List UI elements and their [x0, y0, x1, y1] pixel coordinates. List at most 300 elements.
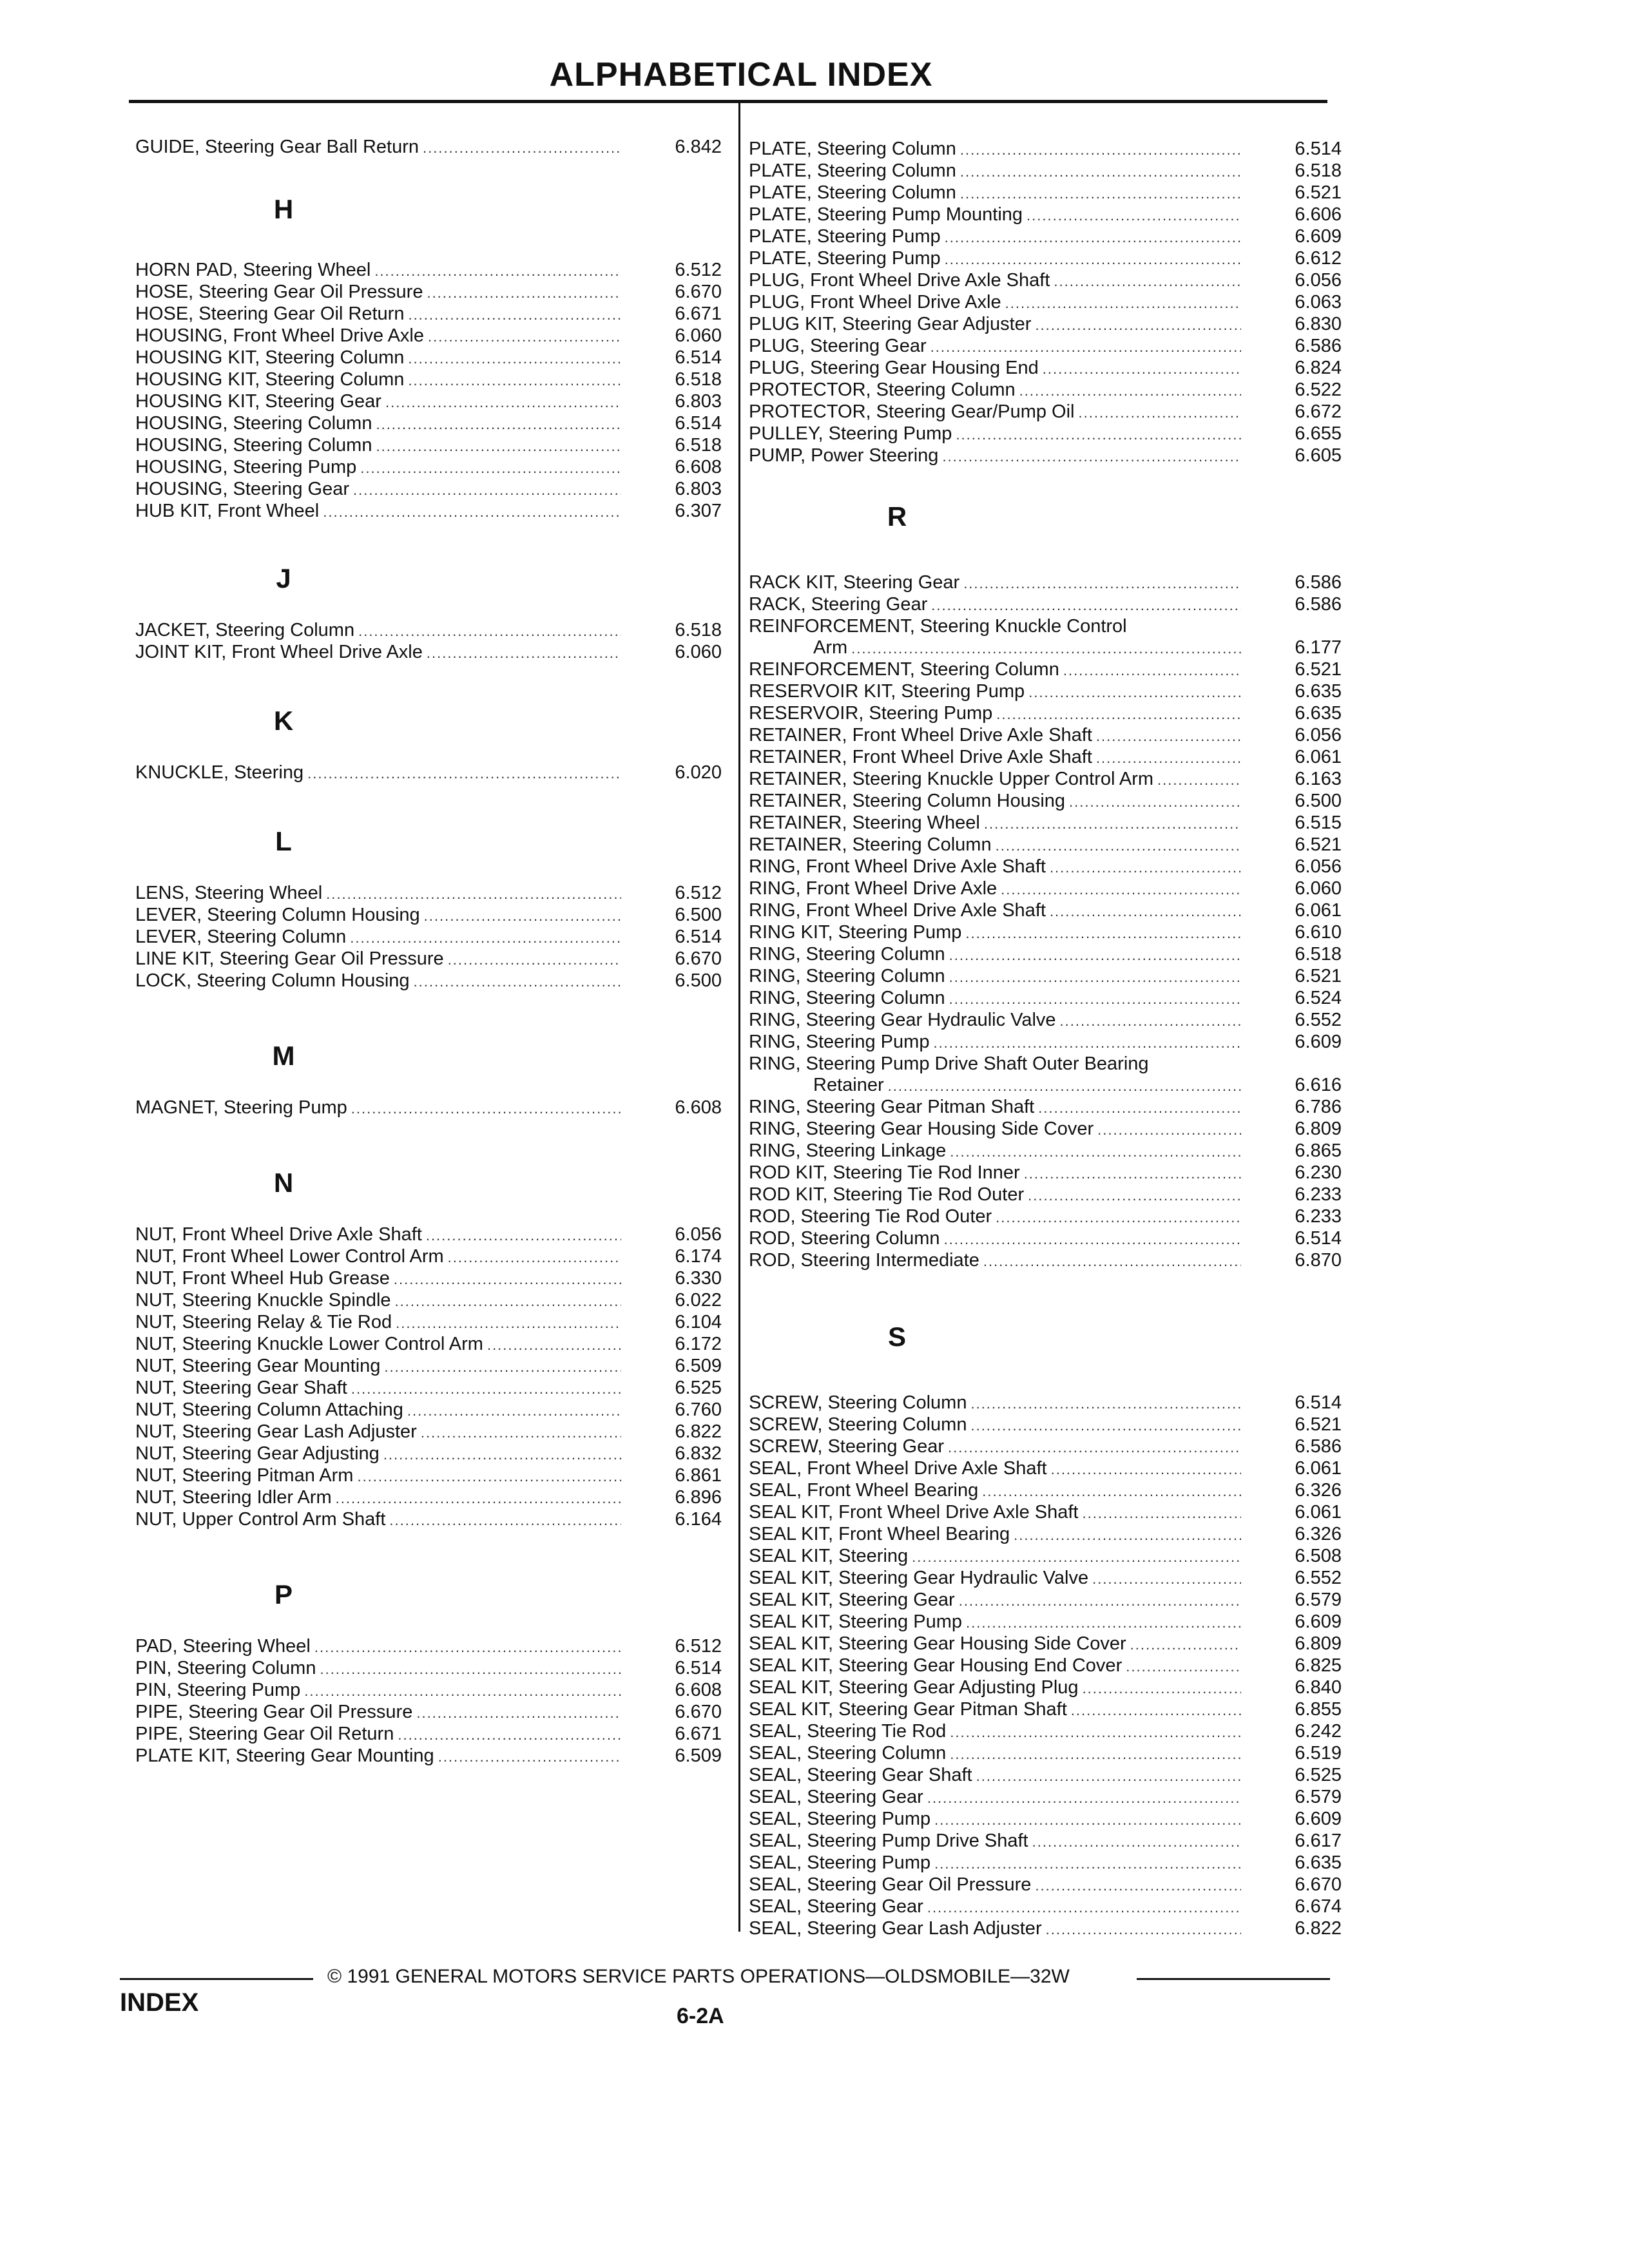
- entry-name: SEAL, Steering Pump Drive Shaft: [749, 1831, 1028, 1851]
- index-entry: [749, 1097, 1342, 1119]
- index-entry: [749, 1721, 1342, 1743]
- leader-dots: [949, 966, 1241, 988]
- index-entry: [749, 1918, 1342, 1940]
- index-entry: [749, 1228, 1342, 1250]
- entry-name: NUT, Front Wheel Lower Control Arm: [135, 1246, 444, 1267]
- leader-dots: [930, 336, 1241, 358]
- leader-dots: [970, 1415, 1241, 1436]
- index-entry: [749, 292, 1342, 314]
- index-entry: [749, 270, 1342, 292]
- entry-page: 6.840: [1295, 1677, 1342, 1698]
- entry-page: 6.514: [675, 347, 722, 368]
- entry-page: 6.605: [1295, 445, 1342, 466]
- entry-name: PLATE, Steering Pump: [749, 226, 941, 247]
- entry-page: 6.832: [675, 1443, 722, 1464]
- entry-page: 6.670: [675, 282, 722, 302]
- leader-dots: [970, 1393, 1241, 1414]
- entry-page: 6.063: [1295, 292, 1342, 312]
- entry-page: 6.521: [1295, 182, 1342, 203]
- entry-name: PIPE, Steering Gear Oil Return: [135, 1724, 394, 1744]
- entry-name: RING, Steering Gear Housing Side Cover: [749, 1119, 1094, 1139]
- entry-name: ROD, Steering Tie Rod Outer: [749, 1206, 992, 1227]
- entry-name: NUT, Steering Knuckle Lower Control Arm: [135, 1334, 483, 1354]
- entry-page: 6.500: [1295, 791, 1342, 811]
- entry-page: 6.803: [675, 479, 722, 499]
- index-entry: [135, 970, 722, 992]
- entry-name: SCREW, Steering Gear: [749, 1436, 944, 1457]
- index-entry: [135, 1702, 722, 1724]
- leader-dots: [945, 227, 1241, 248]
- entry-page: 6.525: [1295, 1765, 1342, 1785]
- entry-name: SEAL KIT, Steering Gear Housing Side Cover: [749, 1633, 1126, 1654]
- index-entry: [749, 1590, 1342, 1611]
- index-entry: [135, 303, 722, 325]
- entry-name: RETAINER, Steering Column: [749, 834, 992, 855]
- index-entry: [749, 1699, 1342, 1721]
- leader-dots: [1050, 901, 1241, 922]
- entry-page: 6.830: [1295, 314, 1342, 334]
- entry-name: PLATE, Steering Pump: [749, 248, 941, 269]
- entry-page: 6.609: [1295, 226, 1342, 247]
- entry-page: 6.655: [1295, 423, 1342, 444]
- index-entry: [135, 1745, 722, 1767]
- entry-name: SEAL, Steering Gear Oil Pressure: [749, 1874, 1032, 1895]
- index-entry: [749, 812, 1342, 834]
- leader-dots: [408, 370, 621, 391]
- leader-dots: [1079, 402, 1241, 423]
- entry-name: SEAL KIT, Front Wheel Bearing: [749, 1524, 1010, 1544]
- entry-name: PUMP, Power Steering: [749, 445, 939, 466]
- leader-dots: [934, 1809, 1241, 1831]
- leader-dots: [934, 1853, 1241, 1874]
- index-entry: [749, 834, 1342, 856]
- entry-page: 6.508: [1295, 1546, 1342, 1566]
- leader-dots: [966, 1612, 1241, 1633]
- entry-name: MAGNET, Steering Pump: [135, 1097, 347, 1118]
- section-letter: M: [272, 1041, 295, 1071]
- index-entry: [749, 1611, 1342, 1633]
- entry-name: GUIDE, Steering Gear Ball Return: [135, 137, 419, 157]
- leader-dots: [383, 1444, 621, 1465]
- entry-name: RING, Steering Column: [749, 988, 945, 1008]
- entry-name: PIN, Steering Pump: [135, 1680, 301, 1700]
- entry-name: HOUSING, Steering Gear: [135, 479, 349, 499]
- entry-name: PLUG, Front Wheel Drive Axle: [749, 292, 1001, 312]
- index-entry: [749, 1480, 1342, 1502]
- entry-page: 6.586: [1295, 336, 1342, 356]
- index-entry: [135, 905, 722, 927]
- section-letter: R: [887, 501, 907, 532]
- entry-name: HOUSING, Steering Pump: [135, 457, 357, 477]
- entry-name: HOUSING KIT, Steering Column: [135, 369, 405, 390]
- entry-page: 6.512: [675, 1636, 722, 1657]
- entry-page: 6.608: [675, 1097, 722, 1118]
- entry-name: RING KIT, Steering Pump: [749, 922, 962, 943]
- entry-name: HOSE, Steering Gear Oil Pressure: [135, 282, 423, 302]
- entry-page: 6.514: [675, 413, 722, 434]
- leader-dots: [927, 1897, 1241, 1918]
- section-letter: K: [273, 706, 294, 736]
- index-entry: [135, 1658, 722, 1680]
- leader-dots: [1050, 857, 1241, 878]
- leader-dots: [996, 704, 1241, 725]
- leader-dots: [1001, 879, 1241, 900]
- leader-dots: [414, 971, 621, 992]
- leader-dots: [427, 282, 621, 303]
- entry-name: HOSE, Steering Gear Oil Return: [135, 303, 405, 324]
- leader-dots: [426, 1225, 621, 1246]
- entry-page: 6.606: [1295, 204, 1342, 225]
- index-entry: [749, 1743, 1342, 1765]
- index-entry: [749, 900, 1342, 922]
- leader-dots: [320, 1658, 621, 1680]
- index-entry: [749, 572, 1342, 594]
- entry-name: SCREW, Steering Column: [749, 1392, 967, 1413]
- entry-name: HOUSING KIT, Steering Column: [135, 347, 405, 368]
- index-entry: [749, 1140, 1342, 1162]
- entry-page: 6.586: [1295, 572, 1342, 593]
- index-entry: [135, 325, 722, 347]
- section-letter: J: [276, 563, 291, 593]
- leader-dots: [1126, 1656, 1241, 1677]
- index-entry: [749, 988, 1342, 1010]
- leader-dots: [353, 479, 621, 501]
- entry-page: 6.509: [675, 1356, 722, 1376]
- entry-name: LENS, Steering Wheel: [135, 883, 323, 903]
- entry-page: 6.230: [1295, 1162, 1342, 1183]
- leader-dots: [395, 1291, 621, 1312]
- entry-page: 6.670: [1295, 1874, 1342, 1895]
- entry-name: JACKET, Steering Column: [135, 620, 355, 640]
- index-entry: [749, 1032, 1342, 1053]
- entry-name: PLUG, Steering Gear Housing End: [749, 358, 1039, 378]
- leader-dots: [931, 595, 1241, 616]
- leader-dots: [949, 988, 1241, 1010]
- entry-name: REINFORCEMENT, Steering Column: [749, 659, 1059, 680]
- entry-name: PLATE KIT, Steering Gear Mounting: [135, 1745, 434, 1766]
- index-entry: [135, 137, 722, 159]
- entry-page: 6.579: [1295, 1787, 1342, 1807]
- leader-dots: [927, 1787, 1241, 1809]
- index-column-right: [749, 139, 1342, 1940]
- leader-dots: [358, 620, 621, 642]
- entry-page: 6.163: [1295, 769, 1342, 789]
- leader-dots: [398, 1724, 621, 1745]
- entry-name: RACK, Steering Gear: [749, 594, 928, 615]
- index-entry: [749, 1458, 1342, 1480]
- leader-dots: [1069, 791, 1241, 812]
- index-entry: [749, 922, 1342, 944]
- entry-name: SEAL, Steering Pump: [749, 1809, 931, 1829]
- entry-page: 6.060: [675, 642, 722, 662]
- leader-dots: [959, 1590, 1241, 1611]
- index-entry: [135, 948, 722, 970]
- entry-page: 6.760: [675, 1399, 722, 1420]
- index-entry: [135, 1465, 722, 1487]
- index-entry: [749, 637, 1342, 659]
- entry-page: 6.635: [1295, 681, 1342, 702]
- index-entry: [749, 1546, 1342, 1568]
- entry-name: SEAL, Front Wheel Drive Axle Shaft: [749, 1458, 1047, 1479]
- entry-name: NUT, Steering Knuckle Spindle: [135, 1290, 391, 1311]
- index-entry: [749, 226, 1342, 248]
- index-entry: [135, 927, 722, 948]
- index-entry: [749, 725, 1342, 747]
- entry-name: SEAL, Steering Gear: [749, 1787, 923, 1807]
- index-entry: [135, 762, 722, 784]
- index-entry: [749, 1436, 1342, 1458]
- entry-name: LOCK, Steering Column Housing: [135, 970, 410, 991]
- entry-page: 6.512: [675, 260, 722, 280]
- entry-name: SEAL KIT, Steering Gear Adjusting Plug: [749, 1677, 1079, 1698]
- leader-dots: [416, 1702, 621, 1724]
- entry-name: NUT, Steering Gear Mounting: [135, 1356, 381, 1376]
- leader-dots: [351, 1378, 621, 1399]
- leader-dots: [1028, 682, 1241, 703]
- index-entry: [749, 1677, 1342, 1699]
- leader-dots: [1014, 1524, 1241, 1546]
- entry-name: RING, Steering Gear Pitman Shaft: [749, 1097, 1035, 1117]
- leader-dots: [948, 1437, 1241, 1458]
- entry-name: JOINT KIT, Front Wheel Drive Axle: [135, 642, 423, 662]
- entry-name: NUT, Steering Gear Shaft: [135, 1378, 347, 1398]
- entry-page: 6.803: [675, 391, 722, 412]
- entry-page: 6.825: [1295, 1655, 1342, 1676]
- index-entry: [135, 883, 722, 905]
- leader-dots: [448, 1247, 621, 1268]
- entry-name: PLUG KIT, Steering Gear Adjuster: [749, 314, 1032, 334]
- leader-dots: [851, 638, 1241, 659]
- index-entry: [749, 1765, 1342, 1787]
- entry-page: 6.518: [1295, 944, 1342, 965]
- entry-name: KNUCKLE, Steering: [135, 762, 304, 783]
- leader-dots: [1083, 1678, 1241, 1699]
- entry-name: Arm: [813, 637, 848, 658]
- entry-page: 6.670: [675, 1702, 722, 1722]
- entry-name: PROTECTOR, Steering Column: [749, 380, 1016, 400]
- entry-page: 6.579: [1295, 1590, 1342, 1610]
- section-letter: H: [273, 194, 294, 224]
- entry-page: 6.242: [1295, 1721, 1342, 1742]
- leader-dots: [996, 835, 1241, 856]
- index-entry: [135, 1509, 722, 1531]
- index-entry: [135, 391, 722, 413]
- leader-dots: [389, 1510, 621, 1531]
- index-column-left: [135, 137, 722, 1767]
- leader-dots: [1043, 358, 1241, 380]
- entry-name: PLUG, Steering Gear: [749, 336, 927, 356]
- index-entry: [749, 1075, 1342, 1097]
- leader-dots: [960, 183, 1241, 204]
- entry-page: 6.524: [1295, 988, 1342, 1008]
- leader-dots: [1054, 271, 1241, 292]
- leader-dots: [912, 1546, 1241, 1568]
- index-entry: [749, 1010, 1342, 1032]
- entry-name: PIPE, Steering Gear Oil Pressure: [135, 1702, 413, 1722]
- entry-name: ROD, Steering Column: [749, 1228, 940, 1249]
- leader-dots: [950, 1141, 1241, 1162]
- entry-page: 6.307: [675, 501, 722, 521]
- index-entry: [135, 1334, 722, 1356]
- entry-page: 6.061: [1295, 747, 1342, 767]
- entry-name: SEAL KIT, Front Wheel Drive Axle Shaft: [749, 1502, 1079, 1523]
- entry-name: RING, Steering Pump: [749, 1032, 930, 1052]
- section-letter: N: [273, 1168, 294, 1198]
- entry-name: PULLEY, Steering Pump: [749, 423, 952, 444]
- index-entry: [135, 479, 722, 501]
- entry-page: 6.824: [1295, 358, 1342, 378]
- leader-dots: [376, 414, 621, 435]
- entry-name: NUT, Upper Control Arm Shaft: [135, 1509, 386, 1530]
- index-entry: [749, 1206, 1342, 1228]
- entry-page: 6.056: [1295, 270, 1342, 291]
- index-entry: [135, 1399, 722, 1421]
- leader-dots: [374, 260, 621, 282]
- index-entry: [749, 703, 1342, 725]
- leader-dots: [1060, 1010, 1241, 1032]
- entry-page: 6.552: [1295, 1568, 1342, 1588]
- entry-name: RING, Steering Linkage: [749, 1140, 947, 1161]
- index-entry: [749, 204, 1342, 226]
- index-entry: [749, 769, 1342, 791]
- entry-name: RING, Steering Column: [749, 966, 945, 986]
- index-entry: [749, 182, 1342, 204]
- entry-page: 6.855: [1295, 1699, 1342, 1720]
- entry-name: HOUSING, Steering Column: [135, 413, 372, 434]
- leader-dots: [950, 1744, 1241, 1765]
- section-letter: L: [275, 826, 292, 856]
- entry-name: NUT, Steering Pitman Arm: [135, 1465, 354, 1486]
- entry-name: NUT, Steering Gear Lash Adjuster: [135, 1421, 417, 1442]
- entry-name: SEAL, Steering Gear Lash Adjuster: [749, 1918, 1042, 1939]
- entry-page: 6.514: [1295, 1228, 1342, 1249]
- entry-page: 6.518: [675, 369, 722, 390]
- entry-page: 6.522: [1295, 380, 1342, 400]
- entry-name: PLATE, Steering Column: [749, 182, 956, 203]
- index-entry: [749, 1809, 1342, 1831]
- entry-name: PLATE, Steering Column: [749, 139, 956, 159]
- entry-page: 6.521: [1295, 659, 1342, 680]
- leader-dots: [1071, 1700, 1241, 1721]
- entry-page: 6.060: [1295, 878, 1342, 899]
- entry-page: 6.842: [675, 137, 722, 157]
- entry-name: RING, Front Wheel Drive Axle Shaft: [749, 856, 1046, 877]
- leader-dots: [956, 424, 1241, 445]
- entry-name: LINE KIT, Steering Gear Oil Pressure: [135, 948, 444, 969]
- index-entry: [135, 413, 722, 435]
- index-entry: [135, 347, 722, 369]
- entry-page: 6.870: [1295, 1250, 1342, 1271]
- entry-name: LEVER, Steering Column Housing: [135, 905, 420, 925]
- leader-dots: [950, 1722, 1241, 1743]
- index-entry: [135, 620, 722, 642]
- leader-dots: [1096, 726, 1241, 747]
- entry-name: NUT, Steering Column Attaching: [135, 1399, 403, 1420]
- page-number: 6-2A: [677, 2004, 724, 2028]
- index-entry: [749, 1502, 1342, 1524]
- leader-dots: [323, 501, 621, 523]
- entry-name: HOUSING, Front Wheel Drive Axle: [135, 325, 424, 346]
- index-entry: [749, 401, 1342, 423]
- leader-dots: [376, 436, 621, 457]
- entry-page: 6.177: [1295, 637, 1342, 658]
- index-entry: [135, 457, 722, 479]
- leader-dots: [1005, 293, 1241, 314]
- entry-page: 6.674: [1295, 1896, 1342, 1917]
- index-entry: [749, 1119, 1342, 1140]
- index-entry: [749, 594, 1342, 616]
- leader-dots: [1092, 1568, 1241, 1590]
- entry-page: 6.326: [1295, 1480, 1342, 1501]
- entry-name: PAD, Steering Wheel: [135, 1636, 311, 1657]
- leader-dots: [1051, 1459, 1241, 1480]
- leader-dots: [933, 1032, 1241, 1053]
- entry-page: 6.612: [1295, 248, 1342, 269]
- entry-name: HOUSING KIT, Steering Gear: [135, 391, 381, 412]
- entry-name: SEAL KIT, Steering Gear Housing End Cover: [749, 1655, 1123, 1676]
- entry-page: 6.635: [1295, 703, 1342, 724]
- index-entry: [749, 747, 1342, 769]
- index-entry: [135, 1378, 722, 1399]
- index-entry: [749, 1874, 1342, 1896]
- entry-name: RACK KIT, Steering Gear: [749, 572, 960, 593]
- entry-page: 6.056: [1295, 856, 1342, 877]
- index-entry: [135, 435, 722, 457]
- index-entry: [749, 856, 1342, 878]
- leader-dots: [960, 139, 1241, 160]
- leader-dots: [1038, 1097, 1241, 1119]
- index-entry: [749, 681, 1342, 703]
- leader-dots: [307, 763, 621, 784]
- entry-page: 6.609: [1295, 1032, 1342, 1052]
- index-entry: [749, 1414, 1342, 1436]
- leader-dots: [396, 1312, 621, 1334]
- entry-name: SEAL, Front Wheel Bearing: [749, 1480, 979, 1501]
- entry-page: 6.056: [1295, 725, 1342, 745]
- index-entry: [749, 878, 1342, 900]
- entry-name: PLATE, Steering Pump Mounting: [749, 204, 1023, 225]
- index-entry: [135, 1443, 722, 1465]
- index-entry: [749, 1162, 1342, 1184]
- entry-page: 6.233: [1295, 1184, 1342, 1205]
- entry-page: 6.512: [675, 883, 722, 903]
- index-entry: [749, 336, 1342, 358]
- index-entry: [749, 1787, 1342, 1809]
- entry-page: 6.586: [1295, 1436, 1342, 1457]
- entry-name: SEAL KIT, Steering Gear: [749, 1590, 955, 1610]
- entry-name: RETAINER, Front Wheel Drive Axle Shaft: [749, 725, 1092, 745]
- index-entry: [749, 1896, 1342, 1918]
- leader-dots: [408, 304, 621, 325]
- leader-dots: [421, 1422, 621, 1443]
- leader-dots: [960, 161, 1241, 182]
- index-entry: [749, 616, 1342, 637]
- copyright-text: © 1991 GENERAL MOTORS SERVICE PARTS OPERATIONS—OLDSMOBILE—32W: [327, 1966, 1070, 1987]
- index-entry: [749, 314, 1342, 336]
- leader-dots: [1024, 1163, 1241, 1184]
- entry-name: LEVER, Steering Column: [135, 927, 347, 947]
- entry-page: 6.896: [675, 1487, 722, 1508]
- section-letter: S: [887, 1321, 906, 1352]
- entry-page: 6.672: [1295, 401, 1342, 422]
- leader-dots: [1027, 205, 1241, 226]
- column-divider: [738, 102, 740, 1932]
- entry-name: HUB KIT, Front Wheel: [135, 501, 320, 521]
- index-entry: [135, 1224, 722, 1246]
- index-entry: [135, 1487, 722, 1509]
- entry-name: SEAL KIT, Steering: [749, 1546, 909, 1566]
- entry-page: 6.061: [1295, 900, 1342, 921]
